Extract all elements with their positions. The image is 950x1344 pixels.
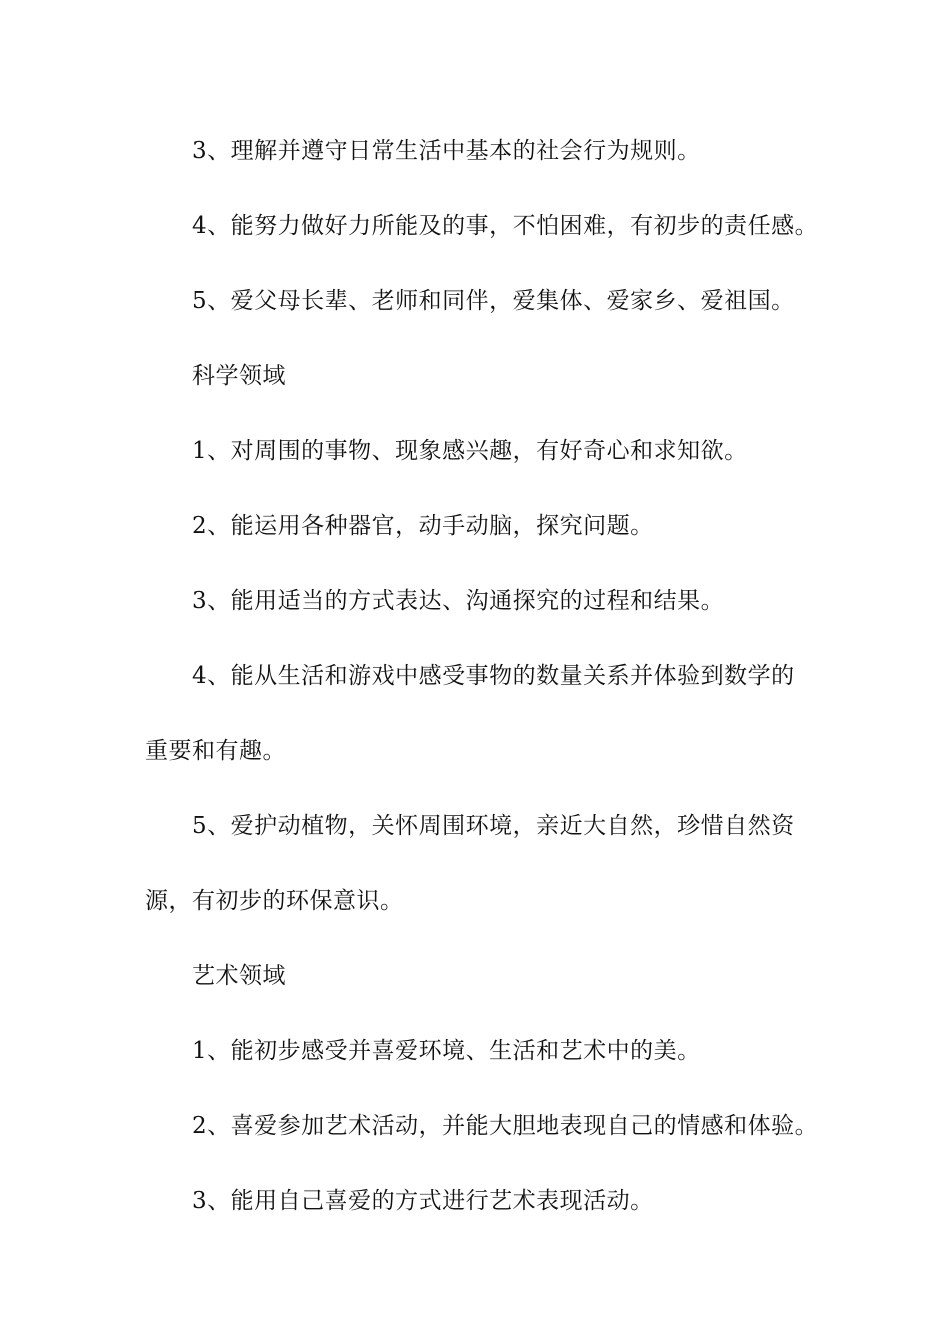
text-line-social-rule-3: 3、理解并遵守日常生活中基本的社会行为规则。 [192,138,701,164]
text-line-art-2: 2、喜爱参加艺术活动，并能大胆地表现自己的情感和体验。 [192,1113,819,1139]
text-line-science-3: 3、能用适当的方式表达、沟通探究的过程和结果。 [192,588,725,614]
text-line-art-3: 3、能用自己喜爱的方式进行艺术表现活动。 [192,1188,654,1214]
text-line-social-rule-5: 5、爱父母长辈、老师和同伴，爱集体、爱家乡、爱祖国。 [192,288,795,314]
text-line-art-1: 1、能初步感受并喜爱环境、生活和艺术中的美。 [192,1038,701,1064]
text-line-science-2: 2、能运用各种器官，动手动脑，探究问题。 [192,513,654,539]
text-line-science-4-cont: 重要和有趣。 [145,738,286,764]
text-line-science-5-cont: 源，有初步的环保意识。 [145,888,404,914]
text-line-social-rule-4: 4、能努力做好力所能及的事，不怕困难，有初步的责任感。 [192,213,819,239]
section-heading-science: 科学领域 [192,363,286,389]
text-line-science-4: 4、能从生活和游戏中感受事物的数量关系并体验到数学的 [192,663,795,689]
text-line-science-5: 5、爱护动植物，关怀周围环境，亲近大自然，珍惜自然资 [192,813,795,839]
text-line-science-1: 1、对周围的事物、现象感兴趣，有好奇心和求知欲。 [192,438,748,464]
section-heading-art: 艺术领域 [192,963,286,989]
